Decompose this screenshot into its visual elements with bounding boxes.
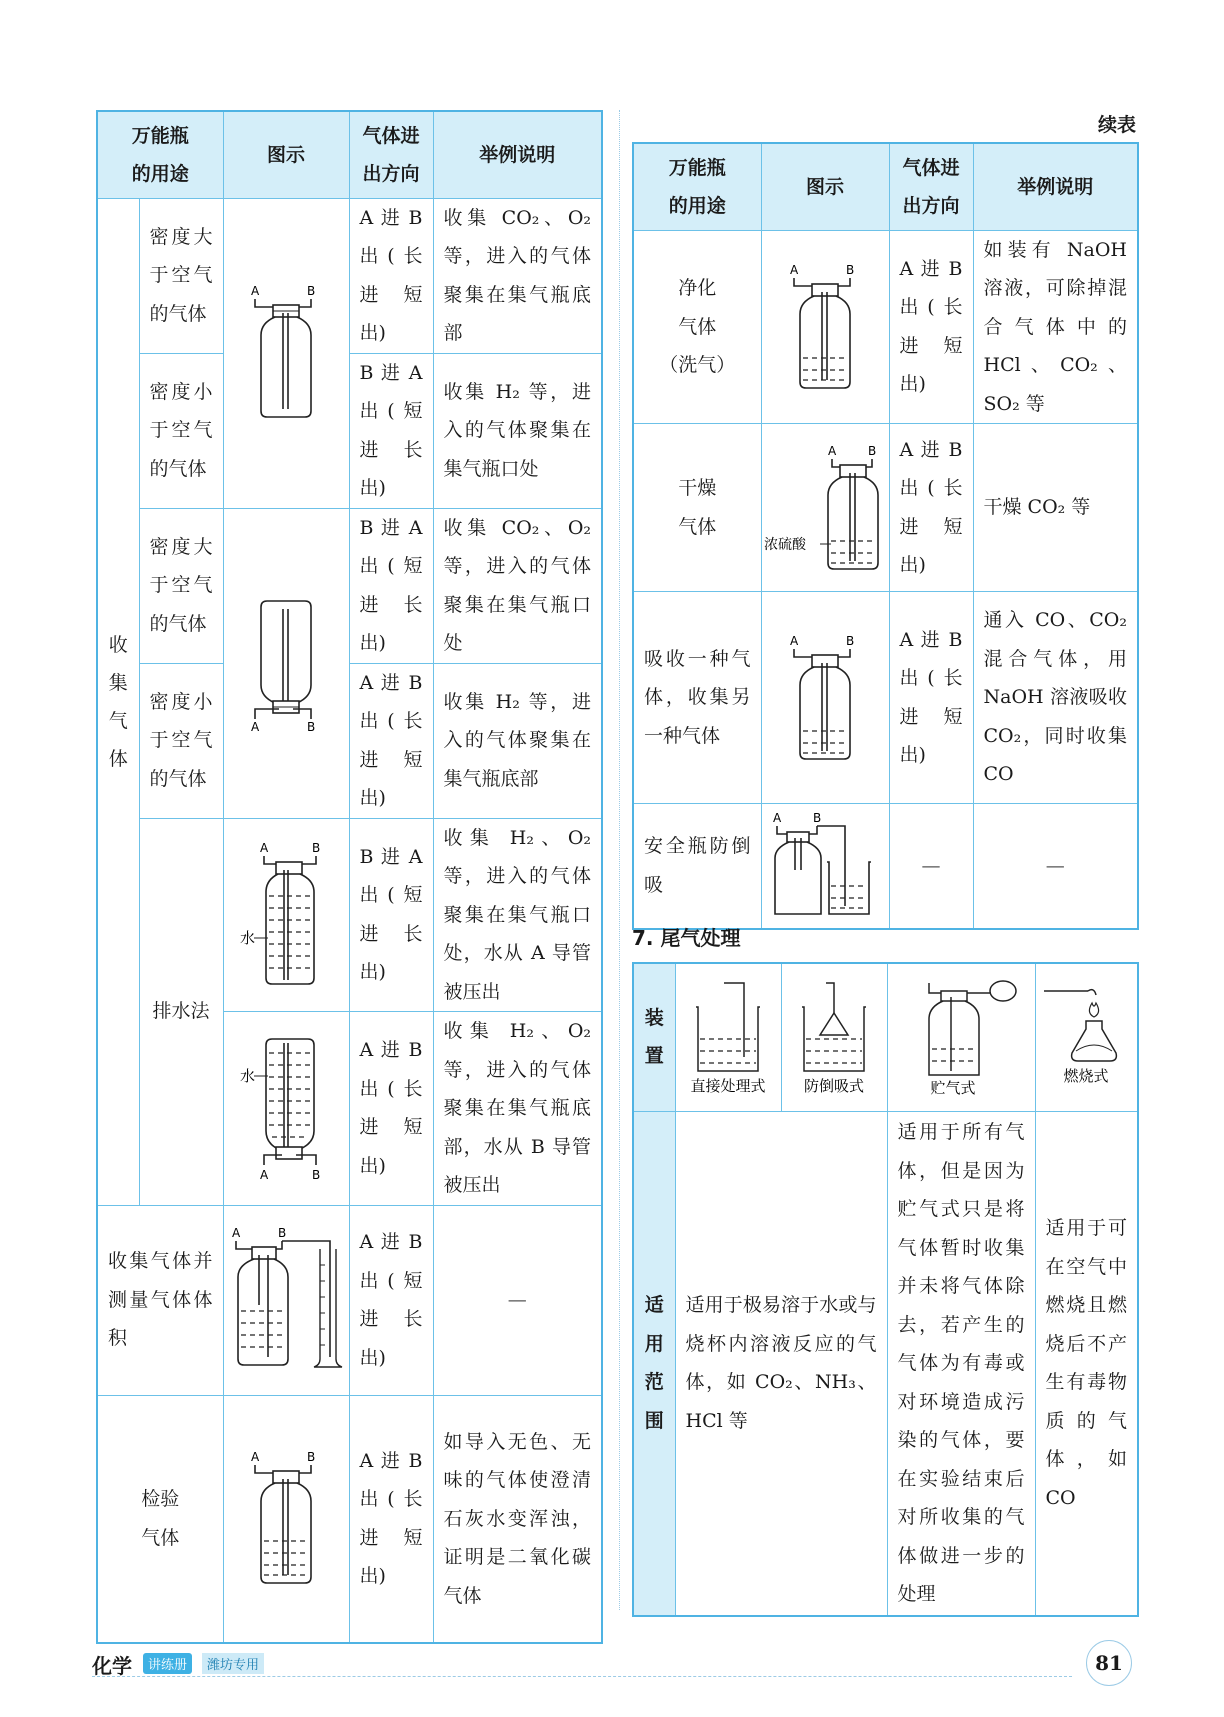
footer-book-badge: 讲练册 — [143, 1653, 192, 1674]
header-figure: 图示 — [223, 111, 349, 198]
continued-label: 续表 — [1098, 114, 1137, 136]
usage-cell: 密度大于空气的气体 — [139, 508, 223, 663]
direction-cell: B 进 A 出(短进长出) — [349, 818, 433, 1012]
usage-dry-gas: 干燥 气体 — [633, 424, 761, 592]
direction-cell: A 进 B 出(长进短出) — [889, 424, 973, 592]
direction-cell: A 进 B 出(长进短出) — [349, 1395, 433, 1643]
svg-text:浓硫酸: 浓硫酸 — [764, 536, 806, 553]
bottle-wash-figure — [761, 230, 889, 424]
usage-safety-bottle: 安全瓶防倒吸 — [633, 804, 761, 929]
footer-subject: 化学 — [92, 1654, 132, 1678]
scope-label: 适用范围 — [633, 1111, 675, 1616]
svg-text:燃烧式: 燃烧式 — [1063, 1067, 1109, 1086]
drain-method-label: 排水法 — [139, 818, 223, 1205]
direction-cell: A 进 B 出(长进短出) — [349, 198, 433, 353]
usage-test-gas: 检验 气体 — [97, 1395, 223, 1643]
svg-text:A: A — [251, 284, 260, 298]
svg-text:A: A — [260, 1168, 269, 1183]
svg-text:直接处理式: 直接处理式 — [690, 1077, 766, 1096]
usage-cell: 密度小于空气的气体 — [139, 663, 223, 818]
direction-cell: — — [889, 804, 973, 929]
tail-gas-table — [632, 962, 1139, 1617]
right-usage-table — [632, 142, 1139, 930]
example-cell: 收集 H₂ 等，进入的气体聚集在集气瓶口处 — [433, 353, 602, 508]
direct-absorb-device — [675, 963, 781, 1111]
svg-text:贮气式: 贮气式 — [930, 1079, 976, 1098]
group-collect-gas: 收集气体 — [97, 198, 139, 1205]
header-example: 举例说明 — [973, 143, 1138, 230]
page-number: 81 — [1086, 1640, 1132, 1686]
direction-cell: B 进 A 出(短进长出) — [349, 353, 433, 508]
bottle-water-upright-figure — [223, 818, 349, 1012]
scope-gas-storage: 适用于所有气体，但是因为贮气式只是将气体暂时收集并未将气体除去，若产生的气体为有毒或对环境造成污染的气体，要在实验结束后对所收集的气体做进一步的处理 — [887, 1111, 1035, 1616]
svg-text:A: A — [773, 810, 782, 825]
scope-direct-and-antisuck: 适用于极易溶于水或与烧杯内溶液反应的气体，如 CO₂、NH₃、HCl 等 — [675, 1111, 887, 1616]
header-usage: 万能瓶 的用途 — [97, 111, 223, 198]
anti-suckback-device — [781, 963, 887, 1111]
burn-device — [1035, 963, 1138, 1111]
header-direction: 气体进 出方向 — [889, 143, 973, 230]
svg-text:B: B — [312, 840, 321, 855]
svg-text:A: A — [790, 633, 799, 648]
direction-cell: A 进 B 出(长进短出) — [349, 1012, 433, 1206]
svg-text:A: A — [251, 720, 260, 733]
example-cell: 收集 H₂ 等，进入的气体聚集在集气瓶底部 — [433, 663, 602, 818]
example-cell: 收集 CO₂、O₂ 等，进入的气体聚集在集气瓶口处 — [433, 508, 602, 663]
example-cell: — — [973, 804, 1138, 929]
svg-text:B: B — [307, 284, 316, 298]
safety-bottle-figure — [761, 804, 889, 929]
svg-text:A: A — [790, 262, 799, 277]
svg-text:B: B — [278, 1226, 287, 1240]
bottle-inverted-figure — [223, 508, 349, 818]
svg-text:A: A — [251, 1449, 260, 1464]
example-cell: 干燥 CO₂ 等 — [973, 424, 1138, 592]
example-cell: 收集 H₂、O₂ 等，进入的气体聚集在集气瓶口处，水从 A 导管被压出 — [433, 818, 602, 1012]
example-cell: 通入 CO、CO₂ 混合气体，用 NaOH 溶液吸收 CO₂，同时收集 CO — [973, 592, 1138, 804]
footer-divider — [92, 1676, 1072, 1677]
svg-text:A: A — [232, 1226, 241, 1240]
bottle-cylinder-figure — [223, 1205, 349, 1395]
svg-text:A: A — [828, 443, 837, 458]
bottle-limewater-figure — [223, 1395, 349, 1643]
bottle-upright-figure — [223, 198, 349, 508]
example-cell: 收集 CO₂、O₂ 等，进入的气体聚集在集气瓶底部 — [433, 198, 602, 353]
footer-edition: 潍坊专用 — [202, 1653, 264, 1674]
svg-text:B: B — [846, 633, 855, 648]
bottle-dry-figure — [761, 424, 889, 592]
direction-cell: A 进 B 出(短进长出) — [349, 1205, 433, 1395]
usage-cell: 密度小于空气的气体 — [139, 353, 223, 508]
header-figure: 图示 — [761, 143, 889, 230]
left-usage-table — [96, 110, 603, 1644]
gas-storage-device — [887, 963, 1035, 1111]
column-separator — [619, 110, 620, 1610]
example-cell: 如装有 NaOH 溶液，可除掉混合气体中的 HCl、CO₂、SO₂ 等 — [973, 230, 1138, 424]
direction-cell: A 进 B 出(长进短出) — [889, 230, 973, 424]
section7-title: 7. 尾气处理 — [632, 926, 741, 950]
bottle-absorb-figure — [761, 592, 889, 804]
svg-text:B: B — [813, 810, 822, 825]
svg-text:水: 水 — [240, 1067, 256, 1086]
svg-text:B: B — [868, 443, 877, 458]
usage-purify-gas: 净化 气体 （洗气） — [633, 230, 761, 424]
header-example: 举例说明 — [433, 111, 602, 198]
svg-text:B: B — [312, 1168, 321, 1183]
device-label: 装置 — [633, 963, 675, 1111]
usage-measure-volume: 收集气体并测量气体体积 — [97, 1205, 223, 1395]
scope-burn: 适用于可在空气中燃烧且燃烧后不产生有毒物质的气体，如 CO — [1035, 1111, 1138, 1616]
bottle-water-inverted-figure — [223, 1012, 349, 1206]
example-cell: — — [433, 1205, 602, 1395]
usage-absorb-collect: 吸收一种气体，收集另一种气体 — [633, 592, 761, 804]
direction-cell: A 进 B 出(长进短出) — [889, 592, 973, 804]
header-usage: 万能瓶 的用途 — [633, 143, 761, 230]
direction-cell: A 进 B 出(长进短出) — [349, 663, 433, 818]
svg-text:B: B — [307, 1449, 316, 1464]
direction-cell: B 进 A 出(短进长出) — [349, 508, 433, 663]
example-cell: 收集 H₂、O₂ 等，进入的气体聚集在集气瓶底部，水从 B 导管被压出 — [433, 1012, 602, 1206]
svg-text:水: 水 — [240, 928, 256, 947]
svg-text:防倒吸式: 防倒吸式 — [803, 1077, 865, 1096]
example-cell: 如导入无色、无味的气体使澄清石灰水变浑浊，证明是二氧化碳气体 — [433, 1395, 602, 1643]
svg-text:A: A — [260, 840, 269, 855]
header-direction: 气体进 出方向 — [349, 111, 433, 198]
svg-text:B: B — [307, 720, 316, 733]
svg-text:B: B — [846, 262, 855, 277]
usage-cell: 密度大于空气的气体 — [139, 198, 223, 353]
